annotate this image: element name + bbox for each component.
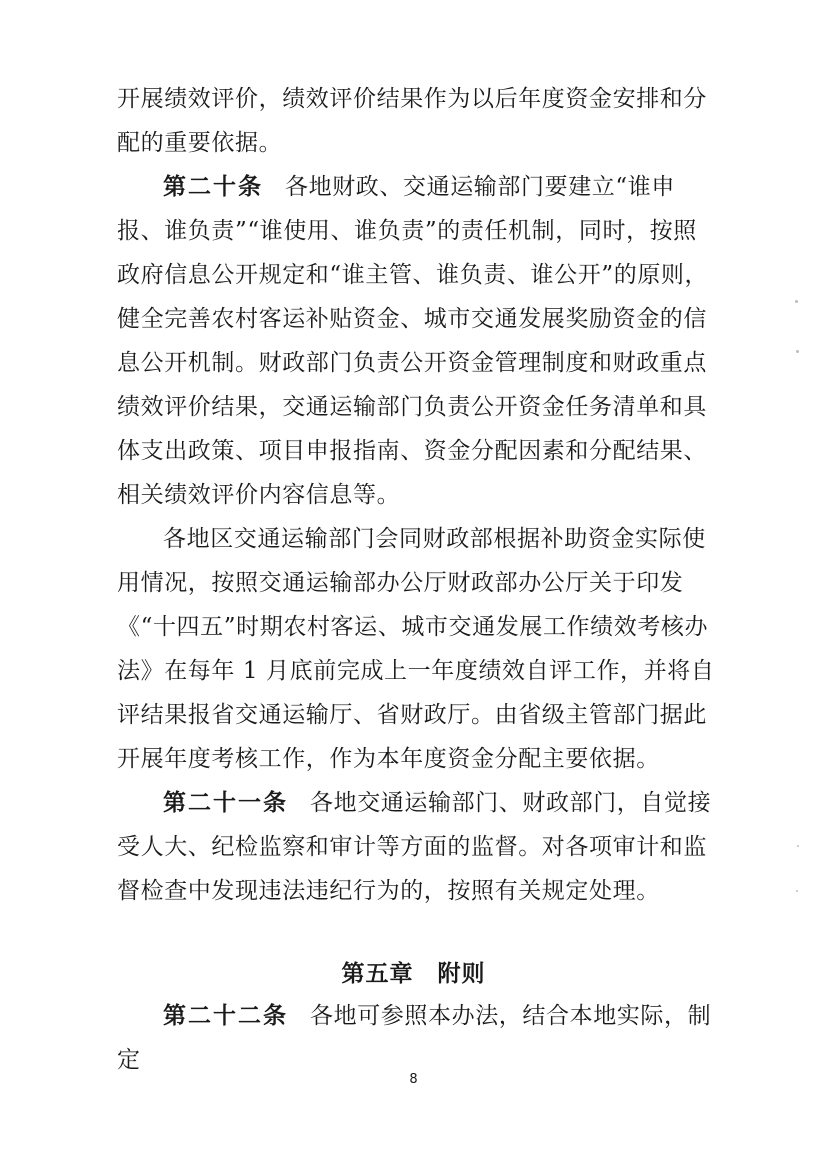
scan-speck: [797, 845, 799, 847]
article-20: [117, 165, 715, 517]
body-text-upper: [117, 77, 715, 913]
paragraph-text: 各地财政、交通运输部门要建立“谁申报、谁负责”“谁使用、谁负责”的责任机制，同时，按照政府信息公开规定和“谁主管、谁负责、谁公开”的原则，健全完善农村客运补贴资金、城市交通发展奖励资金的信息公开机制。财政部门负责公开资金管理制度和财政重点绩效评价结果，交通运输部门负责公开资金任务清单和具体支出政策、项目申报指南、资金分配因素和分配结果、相关绩效评价内容信息等。: [117, 174, 709, 508]
paragraph-text: 各地可参照本办法，结合本地实际，制定: [117, 1003, 712, 1073]
chapter-title: 附则: [437, 961, 486, 987]
paragraph-text: 各地交通运输部门、财政部门，自觉接受人大、纪检监察和审计等方面的监督。对各项审计和监督检查中发现违法违纪行为的，按照有关规定处理。: [117, 790, 712, 904]
scan-speck: [795, 300, 798, 303]
paragraph-continuation: [117, 77, 715, 165]
page-number: 8: [409, 1072, 418, 1087]
paragraph-performance-review: [117, 517, 715, 781]
article-22: [117, 994, 715, 1082]
chapter-heading: [0, 955, 827, 988]
article-heading: 第二十条: [163, 173, 263, 200]
body-text-lower: [117, 994, 715, 1082]
article-heading: 第二十一条: [163, 789, 288, 816]
scan-speck: [796, 350, 799, 353]
paragraph-text: 开展绩效评价，绩效评价结果作为以后年度资金安排和分配的重要依据。: [117, 86, 707, 156]
scan-speck: [796, 890, 798, 892]
paragraph-text: 各地区交通运输部门会同财政部根据补助资金实际使用情况，按照交通运输部办公厅财政部办公厅关于印发《“十四五”时期农村客运、城市交通发展工作绩效考核办法》在每年 1 月底前完成上一年度绩效自评工作，并将自评结果报省交通运输厅、省财政厅。由省级主管部门据此开展年度考核工作，作为本年度资金分配主要依据。: [117, 526, 715, 772]
article-21: [117, 781, 715, 913]
chapter-number: 第五章: [341, 961, 414, 987]
article-heading: 第二十二条: [163, 1002, 288, 1029]
